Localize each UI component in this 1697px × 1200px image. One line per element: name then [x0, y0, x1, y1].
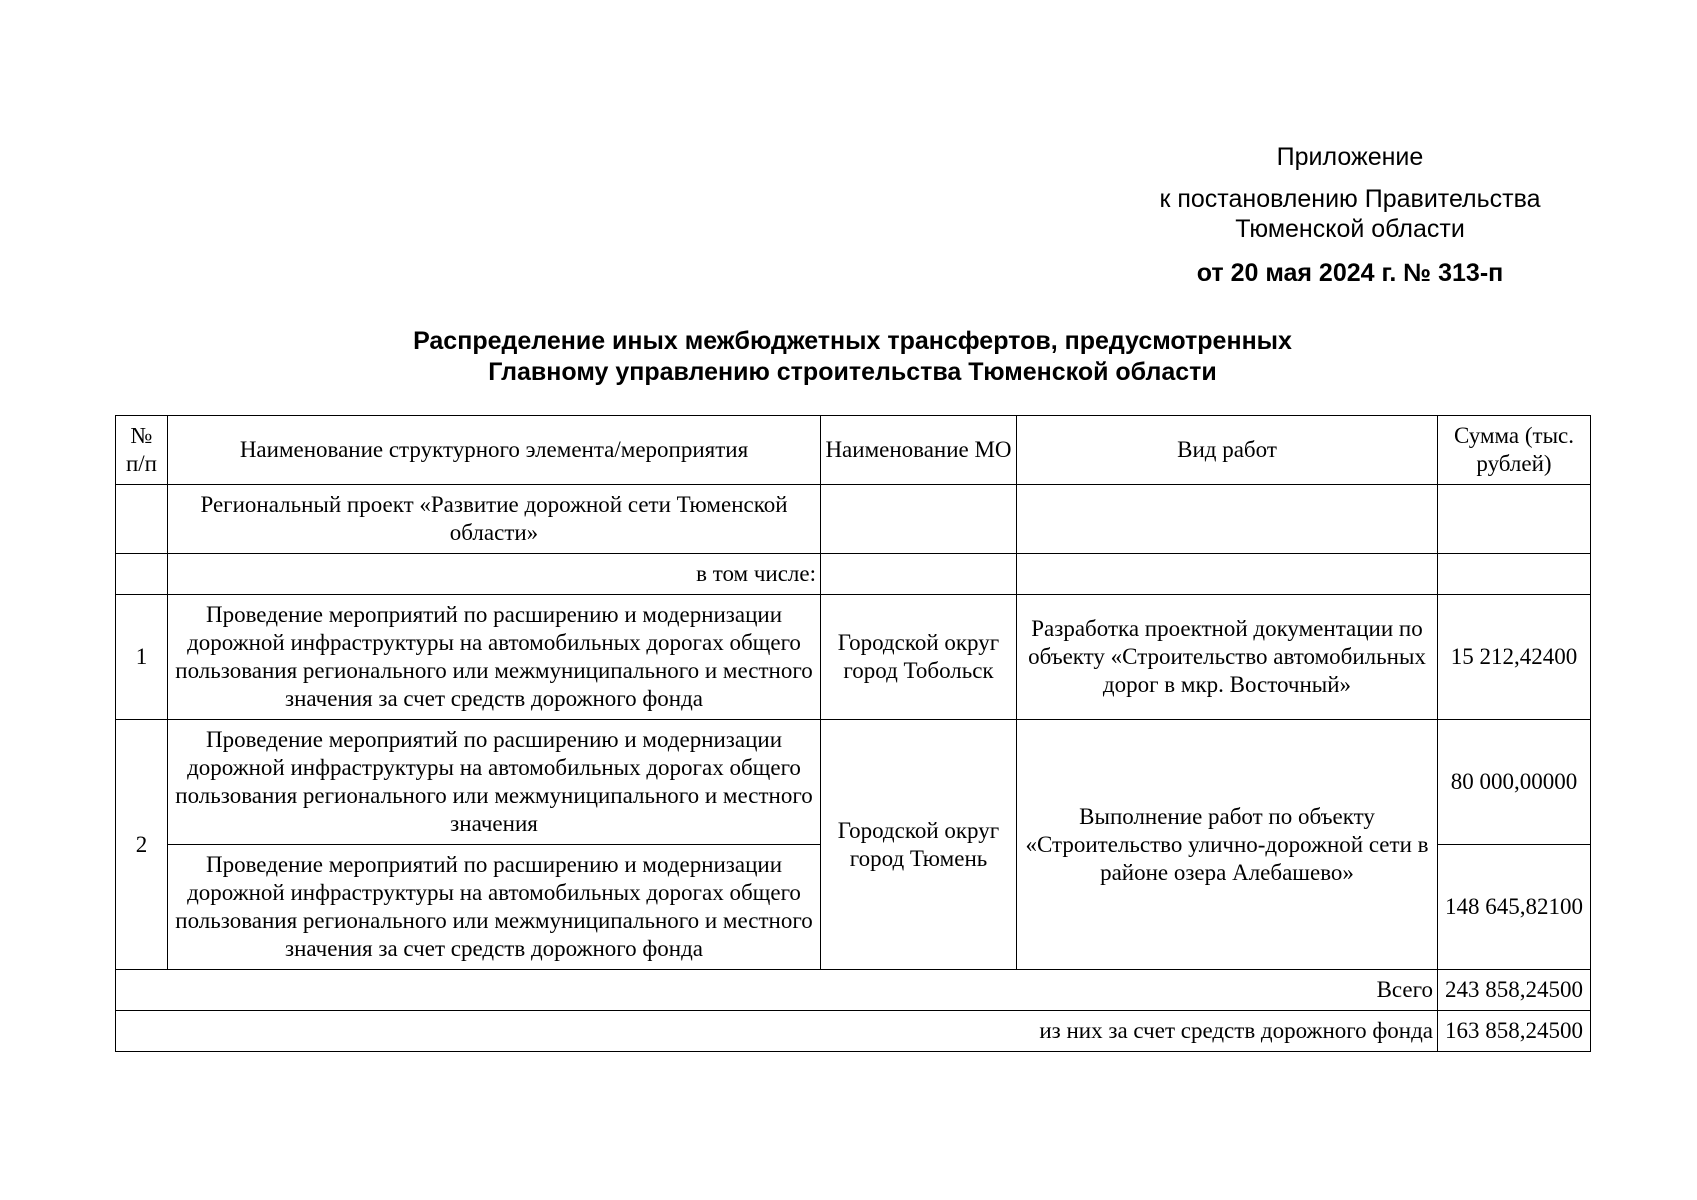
allocation-table: [115, 415, 1591, 1052]
road-fund-total-value: 163 858,24500: [1438, 1011, 1591, 1052]
element-cell: Проведение мероприятий по расширению и модернизации дорожной инфраструктуры на автомобильных дорогах общего пользования регионального или межмуниципального и местного значения: [168, 720, 821, 845]
document-title-line-2: Главному управлению строительства Тюменской области: [488, 358, 1217, 386]
header-work-type: Вид работ: [1017, 416, 1438, 485]
header-mo: Наименование МО: [821, 416, 1017, 485]
table-cell: [821, 485, 1017, 554]
sum-cell: 15 212,42400: [1438, 595, 1591, 720]
road-fund-total-row: [116, 1011, 1591, 1052]
header-element: Наименование структурного элемента/мероприятия: [168, 416, 821, 485]
road-fund-total-label: из них за счет средств дорожного фонда: [116, 1011, 1438, 1052]
appendix-reference: к постановлению Правительства Тюменской области: [1159, 185, 1541, 243]
table-cell: [821, 554, 1017, 595]
table-row: [116, 720, 1591, 845]
appendix-title: Приложение: [1276, 143, 1424, 171]
table-cell: [1438, 554, 1591, 595]
header-sum: Сумма (тыс. рублей): [1438, 416, 1591, 485]
element-cell: Проведение мероприятий по расширению и модернизации дорожной инфраструктуры на автомобильных дорогах общего пользования регионального или межмуниципального и местного значения за счет средств дорожного фонда: [168, 595, 821, 720]
total-row: [116, 970, 1591, 1011]
sum-cell: 148 645,82100: [1438, 845, 1591, 970]
project-name-cell: Региональный проект «Развитие дорожной сети Тюменской области»: [168, 485, 821, 554]
mo-cell: Городской округ город Тюмень: [821, 720, 1017, 970]
row-number: 2: [116, 720, 168, 970]
work-type-cell: Разработка проектной документации по объекту «Строительство автомобильных дорог в мкр. Восточный»: [1017, 595, 1438, 720]
appendix-date-number: от 20 мая 2024 г. № 313-п: [1196, 259, 1504, 287]
table-cell: [116, 554, 168, 595]
table-cell: [116, 485, 168, 554]
table-header-row: [116, 416, 1591, 485]
table-cell: [1438, 485, 1591, 554]
row-number: 1: [116, 595, 168, 720]
element-cell: Проведение мероприятий по расширению и модернизации дорожной инфраструктуры на автомобильных дорогах общего пользования регионального или межмуниципального и местного значения за счет средств дорожного фонда: [168, 845, 821, 970]
table-cell: [1017, 485, 1438, 554]
mo-cell: Городской округ город Тобольск: [821, 595, 1017, 720]
including-label: в том числе:: [168, 554, 821, 595]
sum-cell: 80 000,00000: [1438, 720, 1591, 845]
table-row: [116, 485, 1591, 554]
total-value: 243 858,24500: [1438, 970, 1591, 1011]
table-cell: [1017, 554, 1438, 595]
table-row: [116, 595, 1591, 720]
work-type-cell: Выполнение работ по объекту «Строительство улично-дорожной сети в районе озера Алебашево»: [1017, 720, 1438, 970]
table-row: [116, 554, 1591, 595]
header-number: № п/п: [116, 416, 168, 485]
document-title-line-1: Распределение иных межбюджетных трансфертов, предусмотренных: [413, 327, 1292, 355]
total-label: Всего: [116, 970, 1438, 1011]
document-title: [115, 326, 1590, 388]
